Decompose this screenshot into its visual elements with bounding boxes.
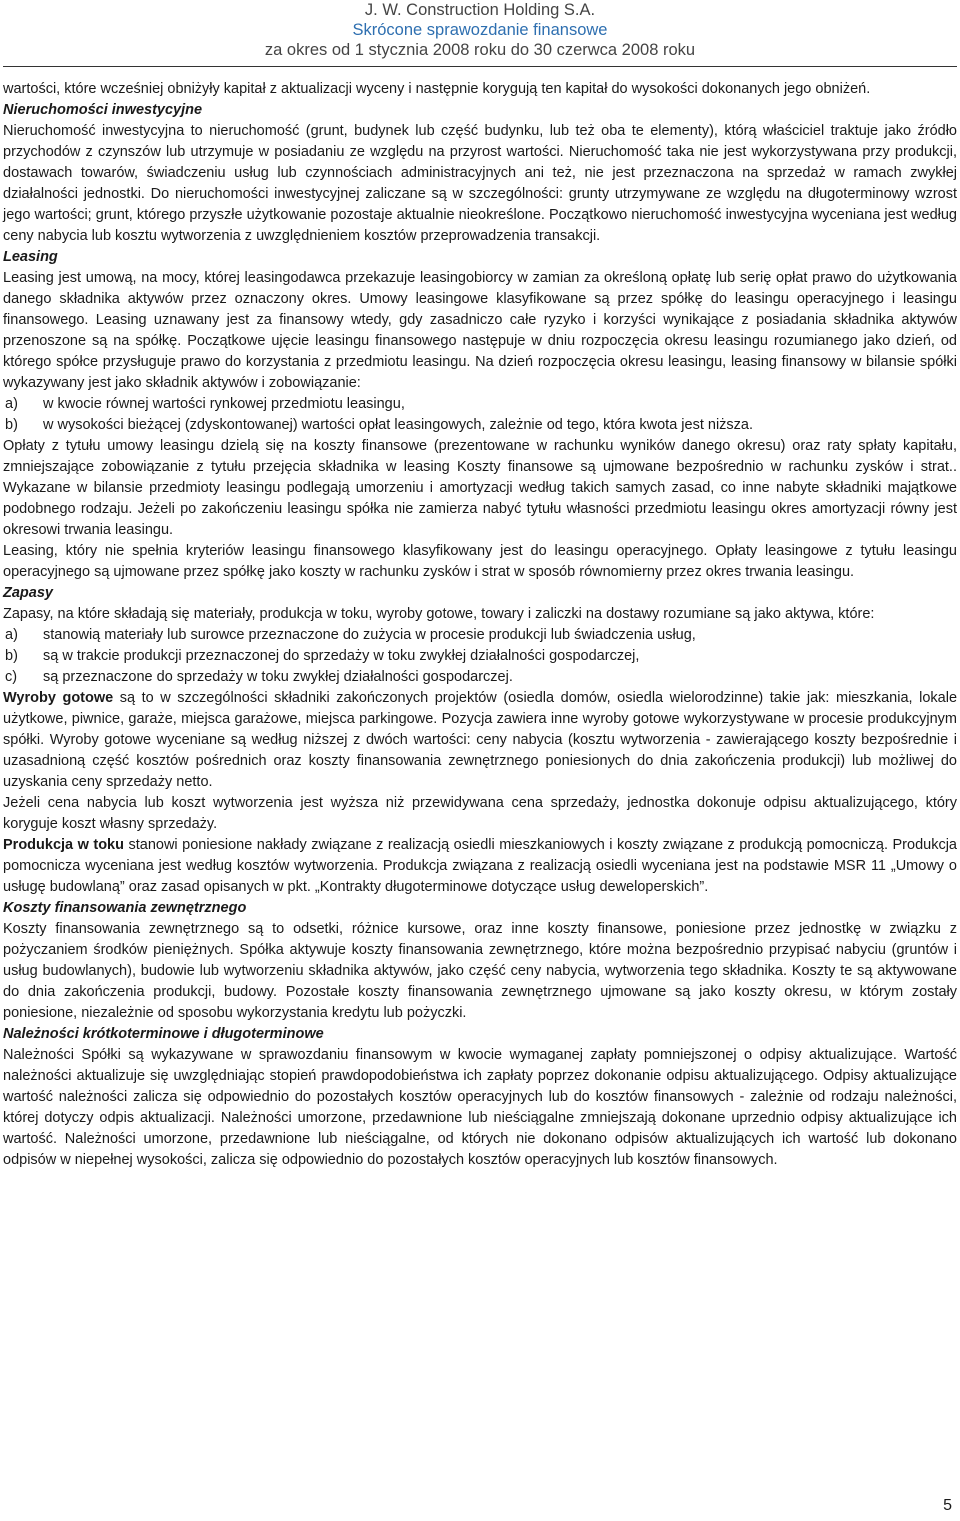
list-item [3,394,957,415]
list-marker: b) [5,417,18,433]
page-number: 5 [943,1497,952,1514]
list-item [3,625,957,646]
section-heading-naleznosci: Należności krótkoterminowe i długoterminowe [3,1026,324,1042]
paragraph-text: stanowi poniesione nakłady związane z realizacją osiedli mieszkaniowych i koszty związane z produkcją pomocniczą. Produkcja pomocnicza wyceniana jest według kosztów wytworzenia. Produkcja związana z realizacją osiedli wyceniana jest na podstawie MSR 11 „Umowy o usługę budowlaną” oraz zasad opisanych w pkt. „Kontrakty długoterminowe dotyczące usług deweloperskich”. [3,837,957,895]
list-item [3,415,957,436]
list-item [3,667,957,688]
list-text: w kwocie równej wartości rynkowej przedmiotu leasingu, [43,396,405,412]
list-marker: a) [5,627,18,643]
paragraph: Nieruchomość inwestycyjna to nieruchomość (grunt, budynek lub część budynku, lub też oba te elementy), którą właściciel traktuje jako źródło przychodów z czynszów lub utrzymuje w posiadaniu ze względu na przyrost wartości. Nieruchomość taka nie jest wykorzystywana przy produkcji, dostawach towarów, świadczeniu usług lub czynnościach administracyjnych ani też, nie jest przeznaczona na sprzedaż w ramach zwykłej działalności jednostki. Do nieruchomości inwestycyjnej zaliczane są w szczególności: grunty utrzymywane ze względu na długoterminowy wzrost jego wartości; grunt, którego przyszłe użytkowanie pozostaje aktualnie nieokreślone. Początkowo nieruchomość inwestycyjna wyceniana jest według ceny nabycia lub kosztu wytworzenia z uwzględnieniem kosztów przeprowadzenia transakcji. [3,123,957,244]
term-wyroby-gotowe: Wyroby gotowe [3,690,114,706]
term-produkcja-w-toku: Produkcja w toku [3,837,124,853]
paragraph: Koszty finansowania zewnętrznego są to odsetki, różnice kursowe, oraz inne koszty finansowe, poniesione przez jednostkę w związku z pożyczaniem środków pieniężnych. Spółka aktywuje koszty finansowania zewnętrznego, które można bezpośrednio przypisać nabyciu (gruntów i usług budowlanych), budowie lub wytworzeniu składnika aktywów, jako część ceny nabycia, wytworzenia tego składnika. Koszty te są aktywowane do dnia zakończenia produkcji, budowy. Pozostałe koszty finansowania zewnętrznego ujmowane są jako koszty okresu, w którym zostały poniesione, niezależnie od sposobu wykorzystania kredytu lub pożyczki. [3,921,957,1021]
paragraph: Należności Spółki są wykazywane w sprawozdaniu finansowym w kwocie wymaganej zapłaty pomniejszonej o odpisy aktualizujące. Wartość należności aktualizuje się uwzględniając stopień prawdopodobieństwa ich zapłaty poprzez dokonanie odpisu aktualizującego. Odpisy aktualizujące wartość należności zalicza się odpowiednio do pozostałych kosztów operacyjnych lub do kosztów finansowych - zależnie od rodzaju należności, której dotyczy odpis aktualizacji. Należności umorzone, przedawnione lub nieściągalne zmniejszają dokonane uprzednio odpisy aktualizujące ich wartość. Należności umorzone, przedawnione lub nieściągalne, od których nie dokonano odpisów aktualizujących ich wartość lub dokonano odpisów w niepełnej wysokości, zalicza się odpowiednio do pozostałych kosztów operacyjnych lub kosztów finansowych. [3,1047,957,1168]
paragraph-text: są to w szczególności składniki zakończonych projektów (osiedla domów, osiedla wielorodzinne) takie jak: mieszkania, lokale użytkowe, piwnice, garaże, miejsca garażowe, miejsca parkingowe. Pozycja zawiera inne wyroby gotowe wykorzystywane w procesie produkcyjnym spółki. Wyroby gotowe wyceniane są według niższej z dwóch wartości: ceny nabycia (kosztu wytworzenia - zawierającego koszty bezpośrednie i uzasadnioną część kosztów pośrednich oraz koszty finansowania zewnętrznego poniesionych do dnia zakończenia produkcji) lub możliwej do uzyskania ceny sprzedaży netto. [3,690,958,790]
paragraph: Leasing, który nie spełnia kryteriów leasingu finansowego klasyfikowany jest do leasingu operacyjnego. Opłaty leasingowe z tytułu leasingu operacyjnego są ujmowane przez spółkę jako koszty w rachunku zysków i strat w sposób równomierny przez okres trwania leasingu. [3,543,957,580]
paragraph: Zapasy, na które składają się materiały, produkcja w toku, wyroby gotowe, towary i zaliczki na dostawy rozumiane są jako aktywa, które: [3,606,875,622]
company-name: J. W. Construction Holding S.A. [364,1,596,19]
paragraph: Leasing jest umową, na mocy, której leasingodawca przekazuje leasingobiorcy w zamian za określoną opłatę lub serię opłat prawo do użytkowania danego składnika aktywów przez oznaczony okres. Umowy leasingowe klasyfikowane są przez spółkę do leasingu operacyjnego i leasingu finansowego. Leasing uznawany jest za finansowy wtedy, gdy zasadniczo całe ryzyko i korzyści wynikające z posiadania składnika aktywów przenoszone są na spółkę. Początkowe ujęcie leasingu finansowego następuje w dniu rozpoczęcia okresu leasingu rozumianego jako dzień, od którego spółce przysługuje prawo do korzystania z przedmiotu leasingu. Na dzień rozpoczęcia okresu leasingu, leasing finansowy w bilansie spółki wykazywany jest jako składnik aktywów i zobowiązanie: [3,270,957,391]
paragraph [3,835,957,898]
section-heading-nieruchomosci: Nieruchomości inwestycyjne [3,102,203,118]
list-item [3,646,957,667]
paragraph [3,688,957,793]
section-heading-zapasy: Zapasy [3,585,53,601]
list-text: są w trakcie produkcji przeznaczonej do sprzedaży w toku zwykłej działalności gospodarczej, [43,648,640,664]
report-period: za okres od 1 stycznia 2008 roku do 30 czerwca 2008 roku [264,41,696,59]
list-text: stanowią materiały lub surowce przeznaczone do zużycia w procesie produkcji lub świadczenia usług, [43,627,696,643]
page-header [0,0,960,60]
list-marker: b) [5,648,18,664]
list-text: są przeznaczone do sprzedaży w toku zwykłej działalności gospodarczej. [43,669,513,685]
section-heading-koszty: Koszty finansowania zewnętrznego [3,900,247,916]
section-heading-leasing: Leasing [3,249,58,265]
intro-paragraph: wartości, które wcześniej obniżyły kapitał z aktualizacji wyceny i następnie korygują ten kapitał do wysokości dokonanych jego obniżeń. [3,81,871,97]
report-title: Skrócone sprawozdanie finansowe [352,21,608,39]
paragraph: Opłaty z tytułu umowy leasingu dzielą się na koszty finansowe (prezentowane w rachunku wyników danego okresu) oraz raty spłaty kapitału, zmniejszające zobowiązanie z tytułu przejęcia składnika w leasing Koszty finansowe są ujmowane bezpośrednio w rachunku zysków i strat.. Wykazane w bilansie przedmioty leasingu podlegają umorzeniu i amortyzacji według takich samych zasad, co inne nabyte składniki majątkowe podobnego rodzaju. Jeżeli po zakończeniu leasingu spółka nie zamierza nabyć tytułu własności przedmiotu leasingu okres amortyzacji równy jest okresowi trwania leasingu. [3,438,957,538]
header-divider [3,66,957,67]
list-marker: c) [5,669,18,685]
list-text: w wysokości bieżącej (zdyskontowanej) wartości opłat leasingowych, zależnie od tego, która kwota jest niższa. [43,417,754,433]
document-body [3,79,957,1171]
list-marker: a) [5,396,18,412]
paragraph: Jeżeli cena nabycia lub koszt wytworzenia jest wyższa niż przewidywana cena sprzedaży, jednostka dokonuje odpisu aktualizującego, który koryguje koszt własny sprzedaży. [3,795,957,832]
